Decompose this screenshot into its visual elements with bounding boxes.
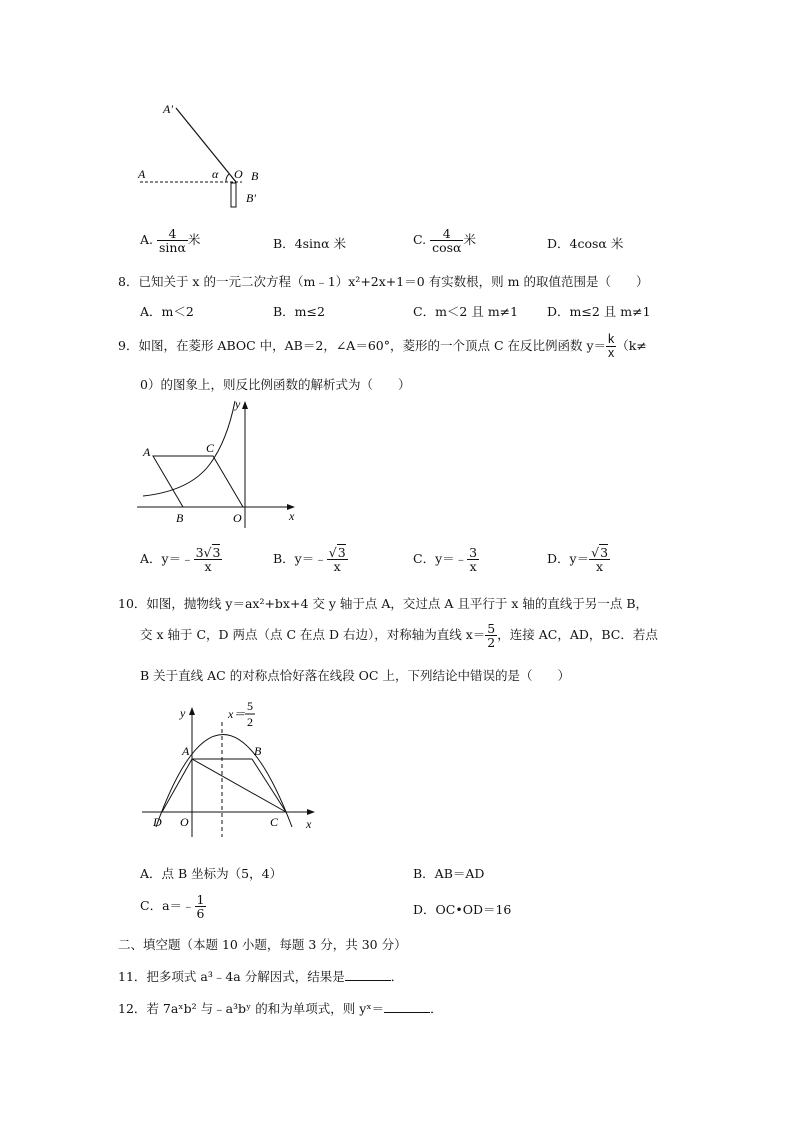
fig10-label-o: O	[180, 815, 189, 829]
q10-option-c: C．a＝﹣ $\frac{1}{6}$	[140, 892, 205, 922]
fig9-rhombus	[153, 456, 243, 507]
q8-option-c: C．m＜2 且 m≠1	[413, 304, 519, 319]
section-2-heading: 二、填空题（本题 10 小题，每题 3 分，共 30 分）	[118, 937, 407, 952]
fig10-label-a: A	[182, 744, 190, 758]
fig7-label-a: A	[138, 167, 146, 181]
fig7-label-o: O	[234, 167, 243, 181]
fig9-label-x: x	[289, 509, 295, 523]
q8-option-b: B．m≤2	[273, 304, 325, 319]
fig7-label-bprime: B'	[246, 191, 256, 205]
fig9-hyperbola	[143, 401, 235, 496]
q10-stem-line3: B 关于直线 AC 的对称点恰好落在线段 OC 上，下列结论中错误的是（ ）	[140, 668, 570, 683]
q8-option-a: A．m＜2	[140, 304, 194, 319]
q9-option-a: A．y＝﹣ $\frac{3√3}{x}$	[140, 545, 221, 575]
fig10-segment-ad	[162, 759, 192, 812]
fig7-label-b: B	[251, 169, 259, 183]
q10-stem-line1: 10．如图，抛物线 y＝ax²+bx+4 交 y 轴于点 A，交过点 A 且平行于 x 轴的直线于另一点 B，	[118, 596, 649, 611]
fig7-angle-arc	[226, 174, 229, 182]
q9-option-d: D．y＝ $\frac{√3}{x}$	[547, 545, 609, 575]
fig9-label-o: O	[233, 511, 242, 525]
q10-option-a: A．点 B 坐标为（5，4）	[140, 866, 283, 881]
q9-option-b: B．y＝﹣ $\frac{√3}{x}$	[273, 545, 346, 575]
fig9-y-arrow	[242, 401, 248, 409]
q7-option-b: B．4sinα 米	[273, 236, 347, 251]
fig10-label-axis-eq: x＝	[228, 707, 246, 721]
q7-option-a-letter: A.	[140, 232, 154, 248]
q9-stem-line2: 0）的图象上，则反比例函数的解析式为（ ）	[140, 377, 411, 392]
fig10-label-x: x	[306, 817, 312, 831]
q10-axis-frac: $\frac{5}{2}$	[487, 621, 496, 651]
fig9-label-a: A	[143, 445, 151, 459]
fig9-label-c: C	[206, 441, 215, 455]
fig7-label-alpha: α	[212, 167, 219, 181]
q11: 11．把多项式 a³﹣4a 分解因式，结果是 ．	[118, 969, 404, 984]
q7-option-c-frac: $\frac{4}{\cos\alpha}$	[432, 226, 462, 256]
q7-option-d: D．4cosα 米	[547, 236, 624, 251]
q7-option-a: A. $\frac{4}{\sin\alpha}$ 米	[140, 226, 201, 256]
figure-q7	[130, 96, 270, 216]
q9-option-c-frac: $\frac{3}{x}$	[469, 545, 478, 575]
q12: 12．若 7aˣb² 与﹣a³bʸ 的和为单项式，则 yˣ＝ ．	[118, 1001, 443, 1016]
figure-q10	[140, 702, 330, 842]
q10-option-c-frac: $\frac{1}{6}$	[196, 892, 205, 922]
q10-option-d: D．OC•OD＝16	[413, 902, 512, 917]
q9-option-d-frac: $\frac{√3}{x}$	[591, 545, 609, 575]
q11-answer-blank	[345, 970, 391, 981]
fig9-label-b: B	[176, 511, 184, 525]
fig7-post	[231, 183, 236, 207]
fig10-segment-bc	[252, 759, 286, 812]
fig10-label-c: C	[270, 815, 279, 829]
q7-option-c: C. $\frac{4}{\cos\alpha}$ 米	[413, 226, 476, 256]
q8-stem: 8．已知关于 x 的一元二次方程（m﹣1）x²+2x+1＝0 有实数根，则 m 的取值范围是（ ）	[118, 274, 649, 289]
q7-option-a-frac: $\frac{4}{\sin\alpha}$	[159, 226, 186, 256]
q9-option-c: C．y＝﹣ $\frac{3}{x}$	[413, 545, 478, 575]
fig10-label-d: D	[153, 815, 162, 829]
fig10-label-y: y	[180, 706, 186, 720]
fig7-label-aprime: A'	[163, 102, 173, 116]
q10-option-b: B．AB＝AD	[413, 866, 485, 881]
q10-stem-line2: 交 x 轴于 C，D 两点（点 C 在点 D 右边），对称轴为直线 x＝ $\frac{5}{2}$ ，连接 AC，AD，BC．若点	[140, 621, 658, 651]
q9-option-a-frac: $\frac{3√3}{x}$	[195, 545, 221, 575]
figure-q9	[135, 396, 310, 531]
fig10-x-arrow	[307, 809, 315, 815]
q9-stem-line1: 9．如图，在菱形 ABOC 中，AB＝2，∠A＝60°，菱形的一个顶点 C 在反比例函数 y＝ $\frac{k}{x}$ （k≠	[118, 332, 647, 361]
fig10-y-arrow	[189, 707, 195, 715]
fig10-parabola	[156, 735, 292, 828]
fig10-axis-den: 2	[247, 715, 253, 729]
fig10-axis-num: 5	[247, 702, 253, 713]
fig7-line-aprime-o	[176, 108, 236, 182]
fig9-label-y: y	[235, 397, 241, 411]
fig10-label-b: B	[254, 744, 262, 758]
q9-option-b-frac: $\frac{√3}{x}$	[328, 545, 346, 575]
q8-option-d: D．m≤2 且 m≠1	[547, 304, 651, 319]
fig10-segment-ac	[192, 759, 286, 812]
q9-k-frac: $\frac{k}{x}$	[608, 332, 615, 361]
q12-answer-blank	[384, 1002, 430, 1013]
